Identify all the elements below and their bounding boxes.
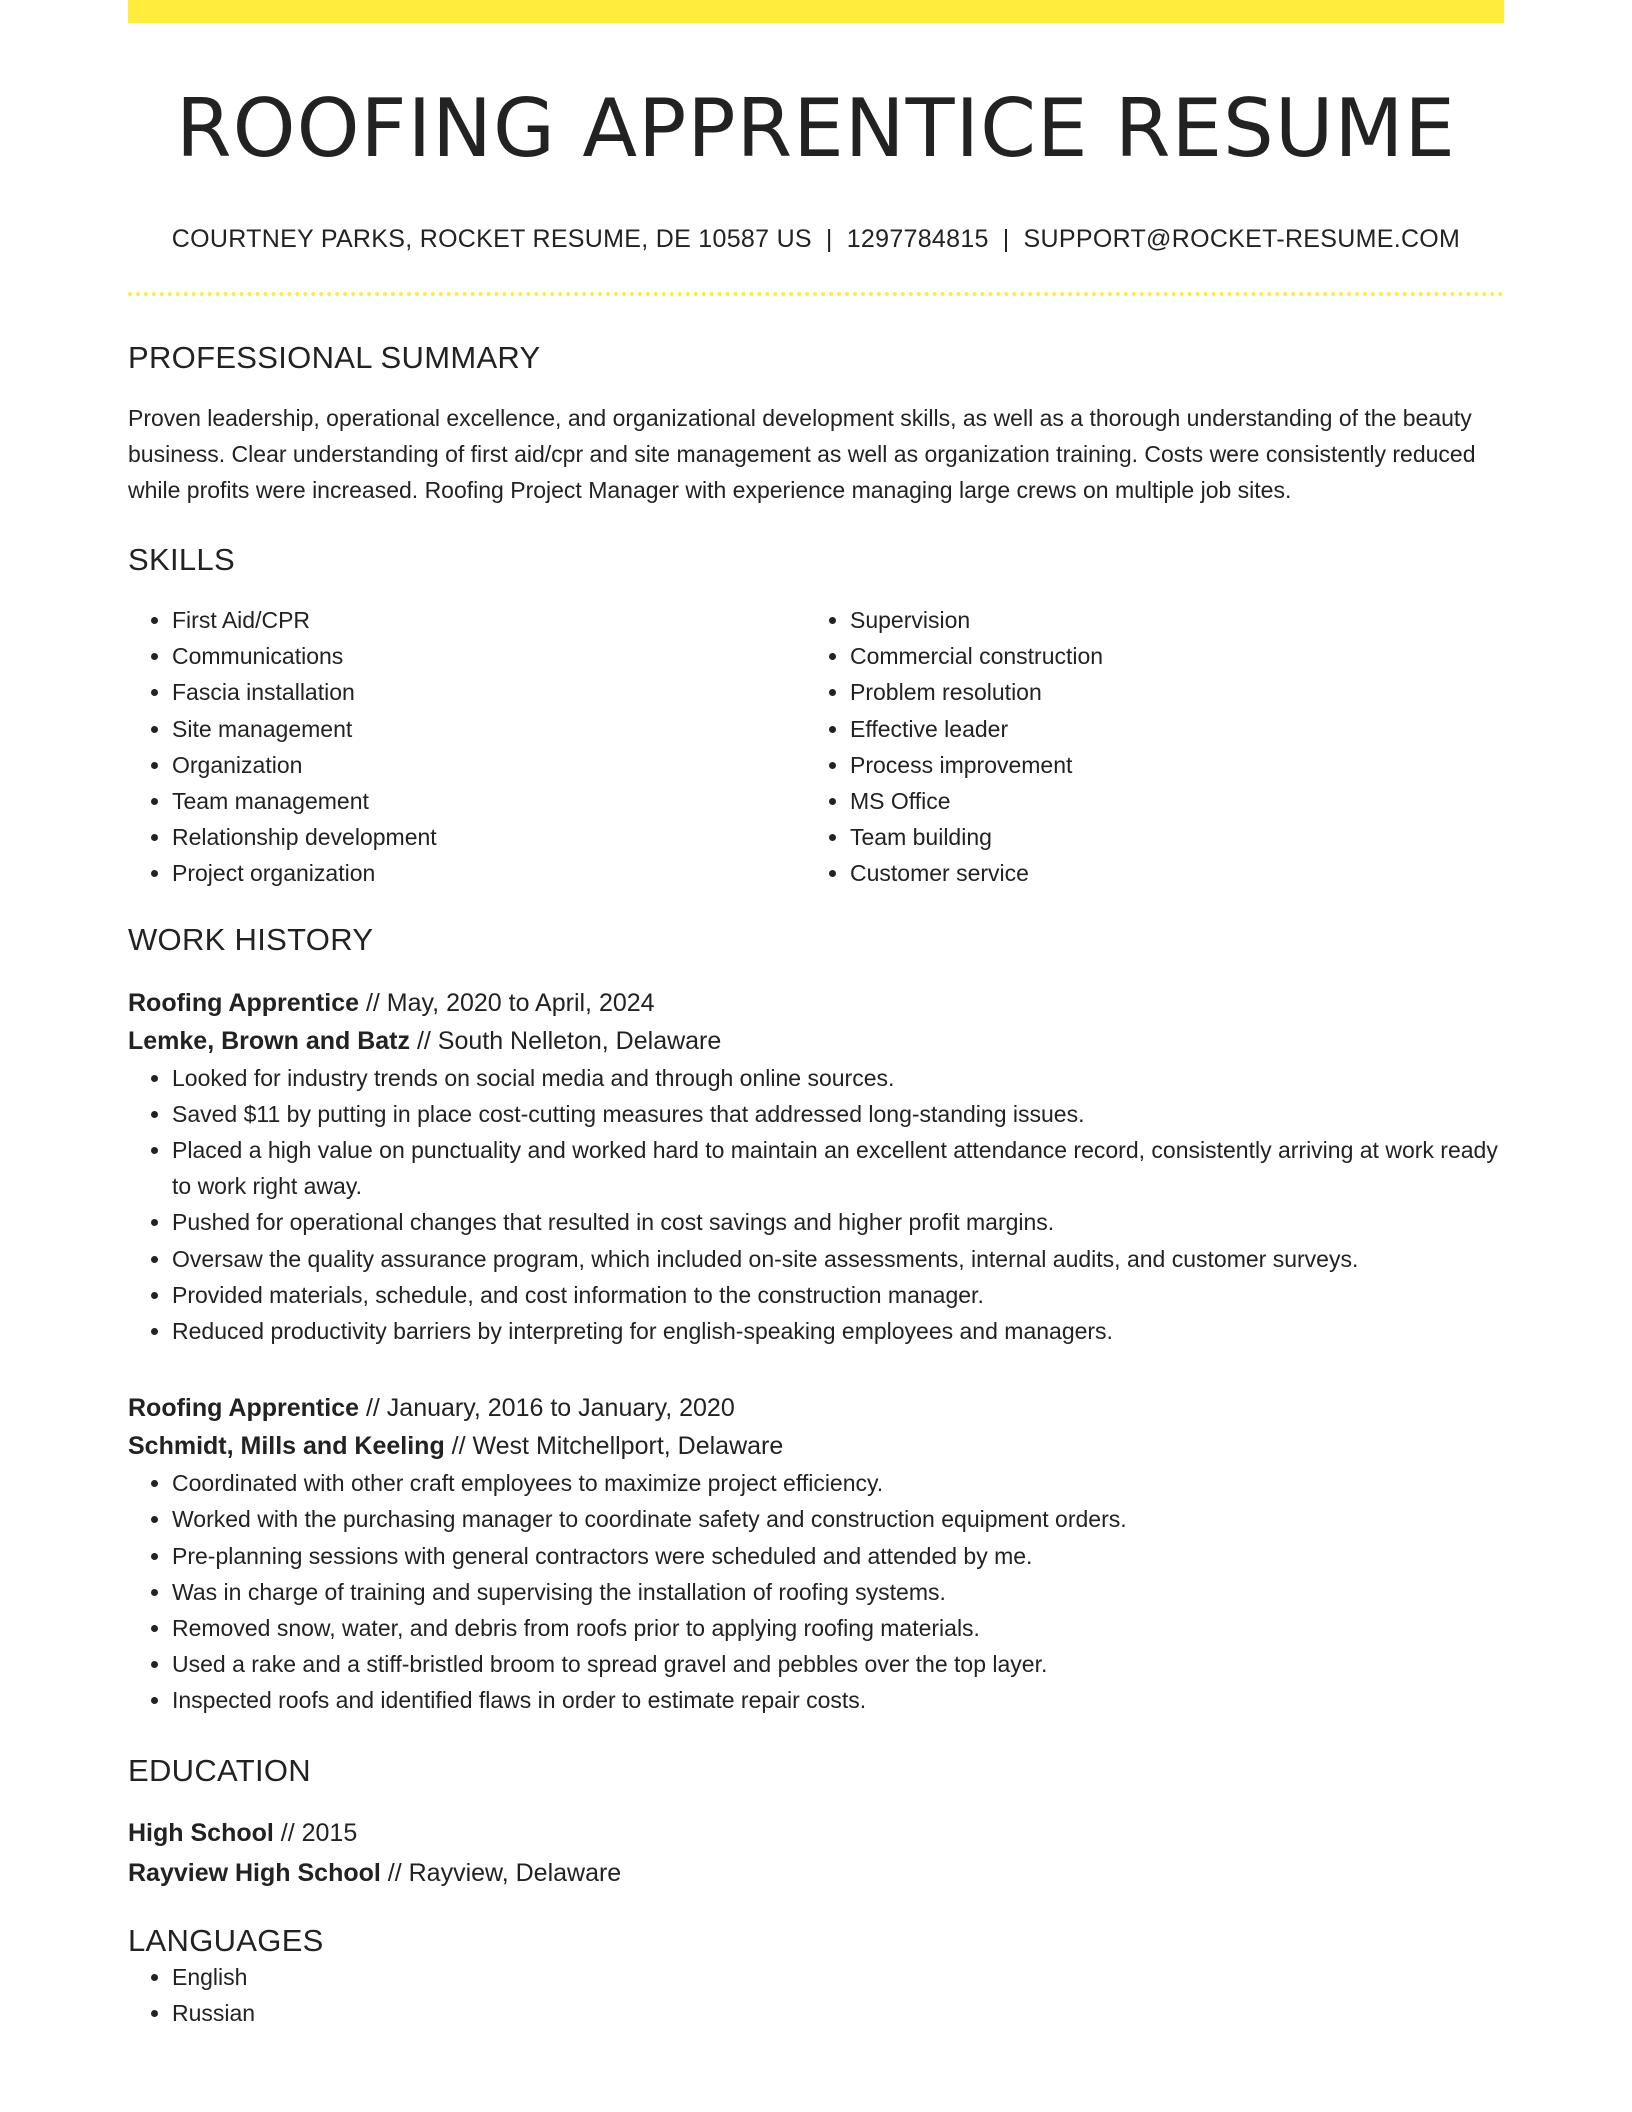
skill-item: • Relationship development bbox=[172, 819, 806, 855]
job-bullet: • Placed a high value on punctuality and worked hard to maintain an excellent attendance record, consistently arriving at work ready to work right away. bbox=[172, 1132, 1504, 1204]
contact-phone: 1297784815 bbox=[846, 225, 989, 253]
education-location: // Rayview, Delaware bbox=[380, 1858, 622, 1887]
job-bullet: • Saved $11 by putting in place cost-cutting measures that addressed long-standing issues. bbox=[172, 1096, 1504, 1132]
skills-column-right bbox=[806, 602, 1484, 892]
languages-heading: LANGUAGES bbox=[128, 1922, 324, 1958]
skill-item: • Fascia installation bbox=[172, 674, 806, 710]
education-heading: EDUCATION bbox=[128, 1752, 311, 1788]
job-location: // West Mitchellport, Delaware bbox=[444, 1432, 784, 1461]
education-school: Rayview High School bbox=[128, 1858, 381, 1887]
skill-item: • Team management bbox=[172, 783, 806, 819]
job-bullet: • Used a rake and a stiff-bristled broom to spread gravel and pebbles over the top layer. bbox=[172, 1646, 1504, 1682]
languages-list bbox=[128, 1959, 1504, 2031]
contact-address: COURTNEY PARKS, ROCKET RESUME, DE 10587 US bbox=[171, 225, 812, 253]
skill-item: • Site management bbox=[172, 711, 806, 747]
job-company: Schmidt, Mills and Keeling bbox=[128, 1432, 445, 1461]
job-bullet: • Provided materials, schedule, and cost information to the construction manager. bbox=[172, 1277, 1504, 1313]
skills-heading: SKILLS bbox=[128, 542, 235, 577]
summary-text: Proven leadership, operational excellence, and organizational development skills, as well as a thorough understanding of the beauty business. Clear understanding of first aid/cpr and site management as well as organization training. Costs were consistently reduced while profits were increased. Roofing Project Manager with experience managing large crews on multiple job sites. bbox=[128, 405, 1476, 503]
skill-item: • First Aid/CPR bbox=[172, 602, 806, 638]
job-bullet: • Pre-planning sessions with general contractors were scheduled and attended by me. bbox=[172, 1538, 1504, 1574]
job-company: Lemke, Brown and Batz bbox=[128, 1026, 410, 1055]
resume-title: ROOFING APPRENTICE RESUME bbox=[176, 82, 1456, 175]
skill-item: • Team building bbox=[850, 819, 1484, 855]
job-dates: // May, 2020 to April, 2024 bbox=[359, 988, 655, 1017]
contact-separator: | bbox=[1002, 225, 1010, 253]
job-role: Roofing Apprentice bbox=[128, 988, 360, 1017]
job-dates: // January, 2016 to January, 2020 bbox=[359, 1394, 735, 1423]
skills-column-left bbox=[128, 602, 806, 892]
summary-heading: PROFESSIONAL SUMMARY bbox=[128, 340, 541, 375]
job-location: // South Nelleton, Delaware bbox=[410, 1026, 722, 1055]
job-bullet: • Worked with the purchasing manager to coordinate safety and construction equipment orders. bbox=[172, 1501, 1504, 1537]
contact-line bbox=[128, 225, 1504, 254]
skill-item: • Supervision bbox=[850, 602, 1484, 638]
job-bullet: • Inspected roofs and identified flaws in order to estimate repair costs. bbox=[172, 1682, 1504, 1718]
job-bullet: • Looked for industry trends on social media and through online sources. bbox=[172, 1060, 1504, 1096]
skill-item: • Effective leader bbox=[850, 711, 1484, 747]
job-bullet: • Was in charge of training and supervising the installation of roofing systems. bbox=[172, 1574, 1504, 1610]
education-year: // 2015 bbox=[273, 1818, 358, 1847]
resume-page bbox=[128, 0, 1504, 2031]
language-item: • Russian bbox=[172, 1995, 1504, 2031]
job-role: Roofing Apprentice bbox=[128, 1394, 360, 1423]
education-degree: High School bbox=[128, 1818, 274, 1847]
dotted-divider bbox=[128, 292, 1504, 296]
skill-item: • Organization bbox=[172, 747, 806, 783]
job-bullets bbox=[128, 1465, 1504, 1718]
job-bullet: • Removed snow, water, and debris from roofs prior to applying roofing materials. bbox=[172, 1610, 1504, 1646]
skill-item: • Communications bbox=[172, 638, 806, 674]
job-bullet: • Oversaw the quality assurance program, which included on-site assessments, internal audits, and customer surveys. bbox=[172, 1241, 1504, 1277]
language-item: • English bbox=[172, 1959, 1504, 1995]
education-entry bbox=[128, 1813, 1504, 1893]
skill-item: • Process improvement bbox=[850, 747, 1484, 783]
job-bullet: • Reduced productivity barriers by interpreting for english-speaking employees and managers. bbox=[172, 1313, 1504, 1349]
top-accent-bar bbox=[128, 0, 1504, 23]
work-history-heading: WORK HISTORY bbox=[128, 921, 374, 957]
job-bullets bbox=[128, 1060, 1504, 1350]
contact-email: SUPPORT@ROCKET-RESUME.COM bbox=[1023, 225, 1461, 253]
skill-item: • Commercial construction bbox=[850, 638, 1484, 674]
job-bullet: • Pushed for operational changes that resulted in cost savings and higher profit margins. bbox=[172, 1204, 1504, 1240]
skill-item: • Customer service bbox=[850, 855, 1484, 891]
skills-list bbox=[128, 602, 1504, 892]
skill-item: • Project organization bbox=[172, 855, 806, 891]
contact-separator: | bbox=[825, 225, 833, 253]
skill-item: • MS Office bbox=[850, 783, 1484, 819]
job-header bbox=[128, 984, 1504, 1060]
job-bullet: • Coordinated with other craft employees to maximize project efficiency. bbox=[172, 1465, 1504, 1501]
skill-item: • Problem resolution bbox=[850, 674, 1484, 710]
job-header bbox=[128, 1389, 1504, 1465]
